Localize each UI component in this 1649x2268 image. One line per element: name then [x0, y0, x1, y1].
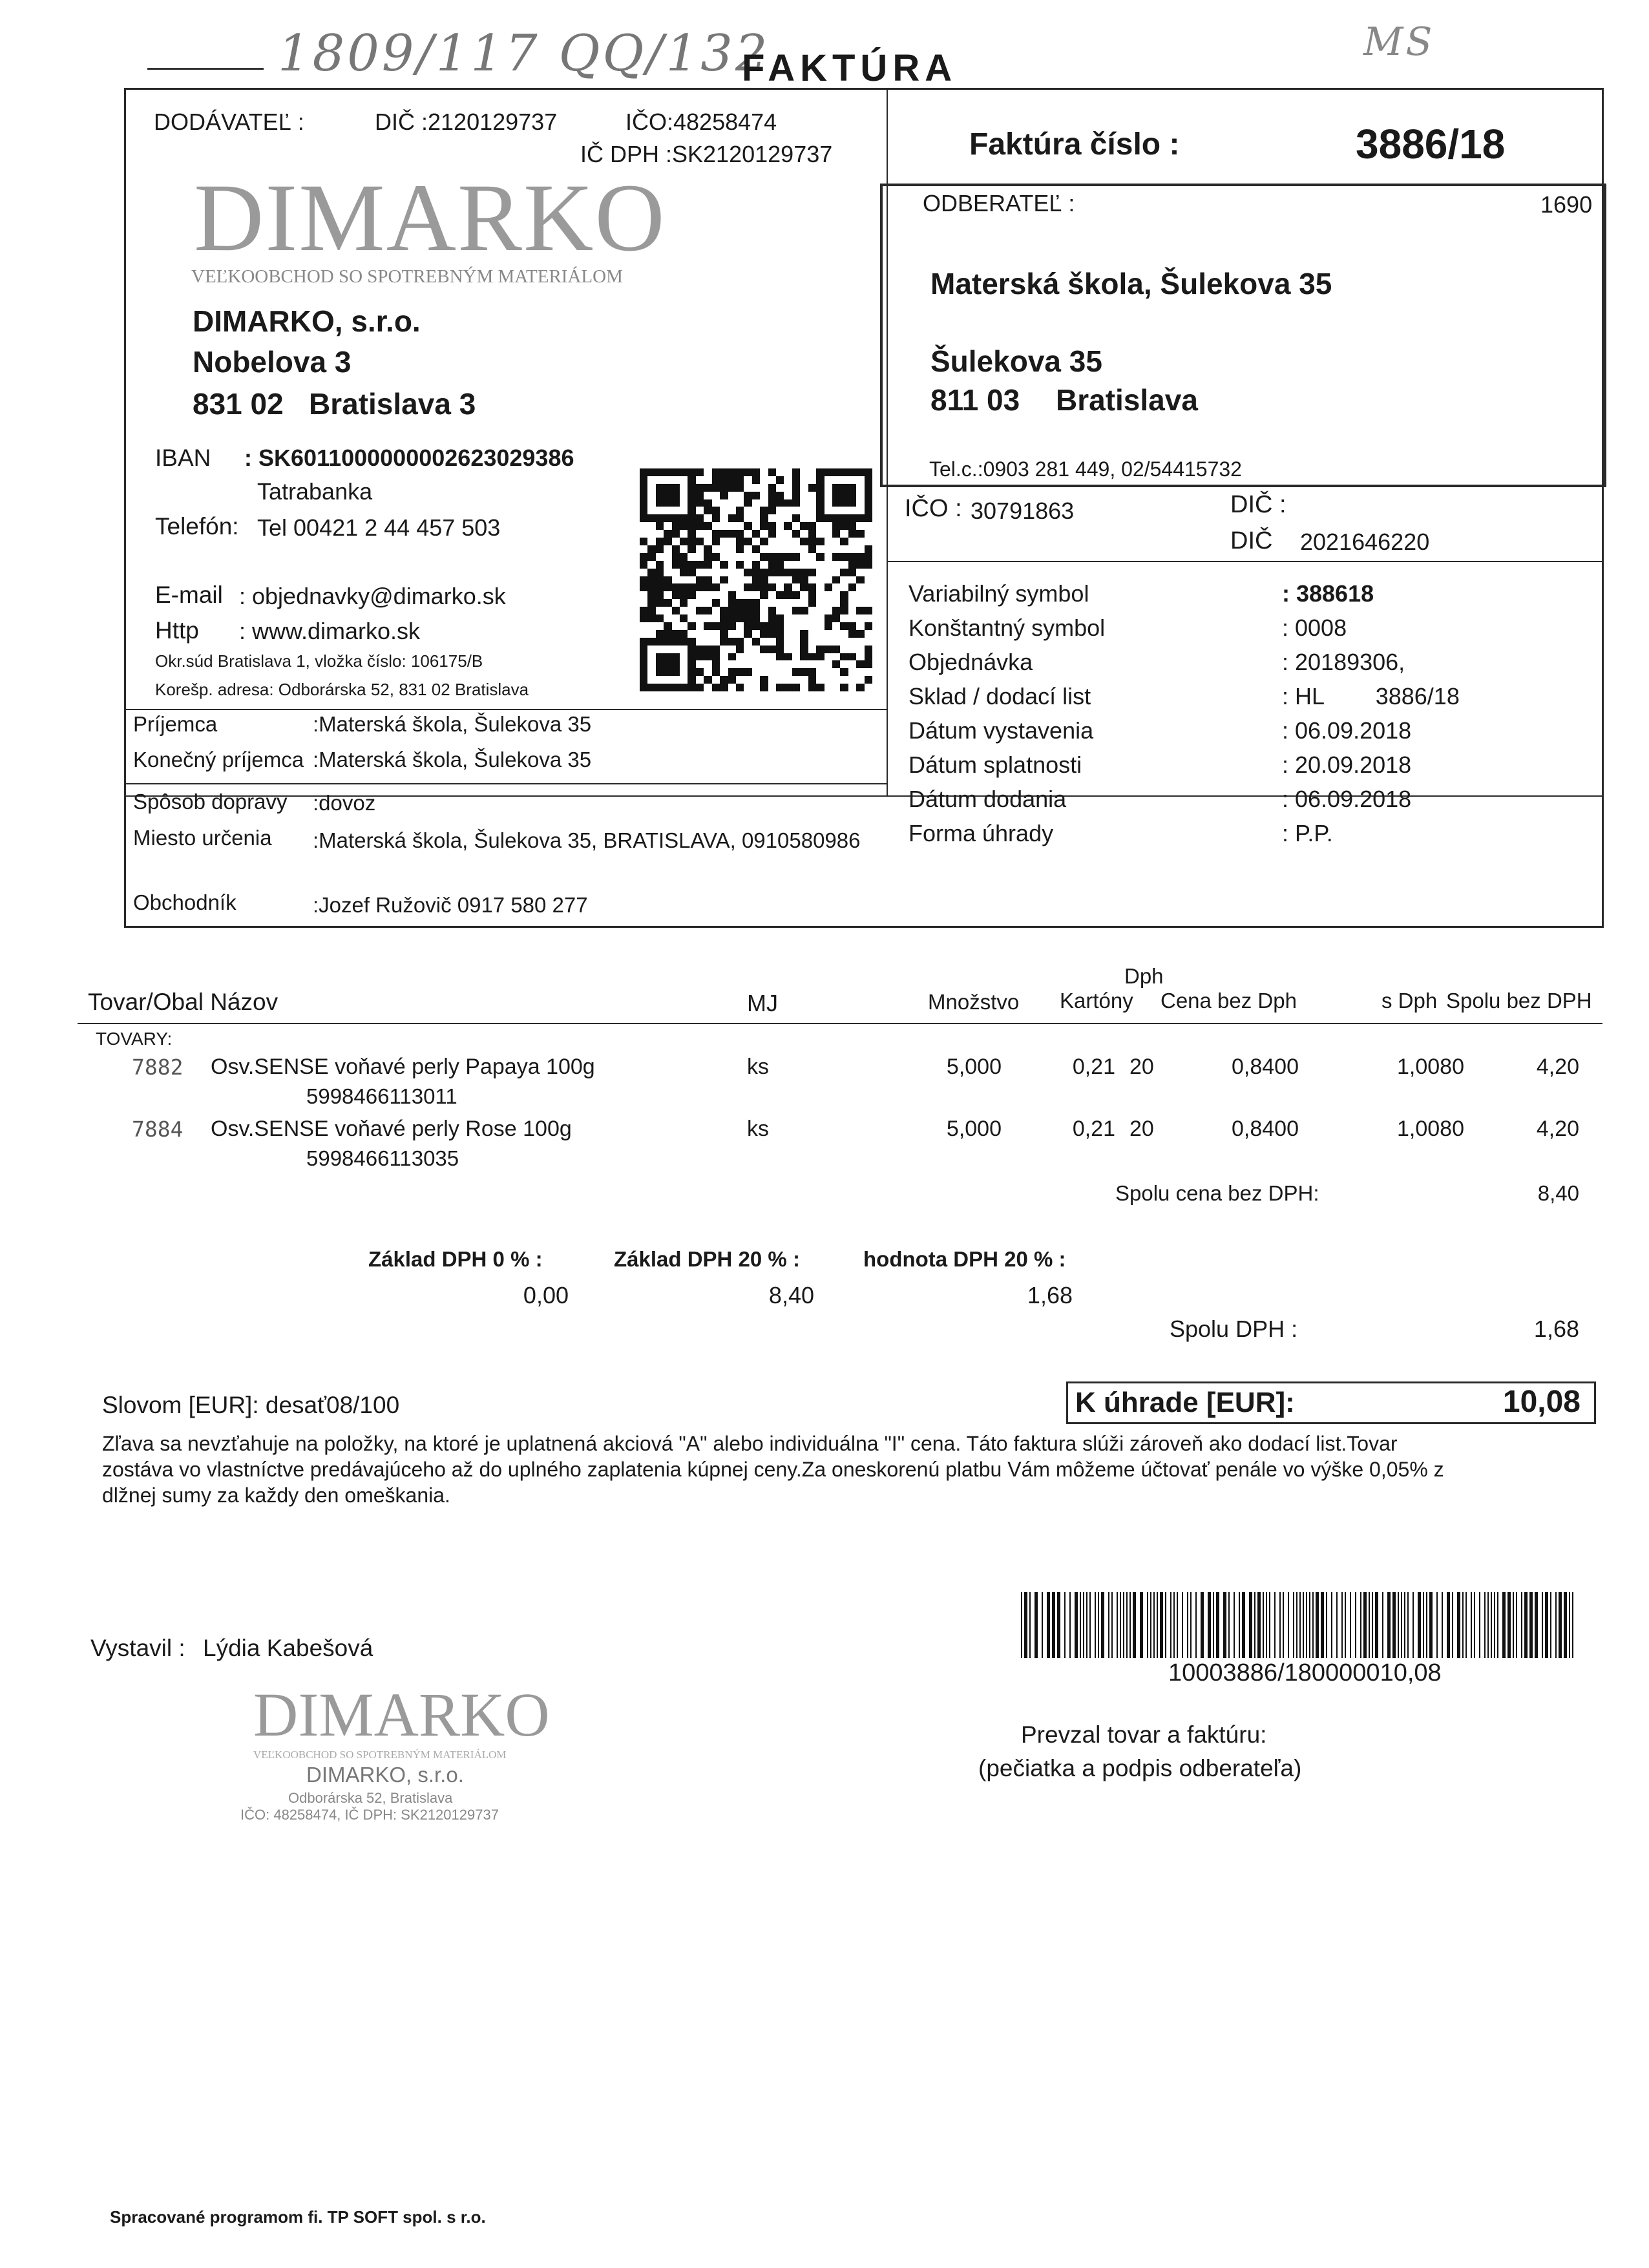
correspondence-address: Korešp. adresa: Odborárska 52, 831 02 Bratislava [155, 680, 529, 699]
item-name: Osv.SENSE voňavé perly Rose 100g [211, 1117, 572, 1141]
received-hint: (pečiatka a podpis odberateľa) [978, 1755, 1302, 1781]
destination-label: Miesto určenia [133, 826, 272, 850]
subtotal-value: 8,40 [1537, 1181, 1579, 1205]
customer-city: Bratislava [1056, 383, 1198, 417]
barcode [1021, 1592, 1583, 1658]
software-footer: Spracované programom fi. TP SOFT spol. s r.o. [110, 2207, 486, 2227]
detail-label: Variabilný symbol [909, 580, 1089, 607]
iban-value: : SK6011000000002623029386 [244, 445, 574, 471]
customer-box [880, 184, 1606, 487]
bank-name: Tatrabanka [257, 478, 373, 505]
detail-value: : 0008 [1282, 614, 1347, 641]
table-header-rule [78, 1023, 1602, 1024]
item-price-vat: 1,0080 [1397, 1055, 1464, 1079]
customer-ico-value: 30791863 [971, 498, 1075, 524]
invoice-number-label: Faktúra číslo : [969, 127, 1180, 162]
supplier-city: Bratislava 3 [309, 387, 476, 421]
stamp-logo: DIMARKO [253, 1680, 550, 1749]
http-value[interactable]: : www.dimarko.sk [239, 618, 421, 644]
pen-stroke [147, 68, 264, 70]
supplier-ico: IČO:48258474 [625, 109, 777, 135]
detail-value: : 20189306, [1282, 649, 1405, 675]
supplier-logo-subtitle: VEĽKOOBCHOD SO SPOTREBNÝM MATERIÁLOM [191, 266, 623, 287]
item-dph: 20 [1129, 1055, 1154, 1079]
item-qty: 5,000 [946, 1055, 1002, 1079]
supplier-name: DIMARKO, s.r.o. [193, 304, 421, 338]
rule-delivery [124, 783, 887, 784]
col-qty: Množstvo [928, 990, 1020, 1014]
barcode-text: 10003886/180000010,08 [1168, 1659, 1442, 1686]
total-vat-value: 1,68 [1533, 1316, 1579, 1342]
customer-zip: 811 03 [930, 383, 1020, 417]
supplier-label: DODÁVATEĽ : [154, 109, 304, 135]
qr-code [640, 468, 872, 691]
phone-label: Telefón: [155, 513, 239, 540]
item-ean: 5998466113035 [306, 1146, 459, 1170]
item-total: 4,20 [1536, 1055, 1579, 1079]
iban-label: IBAN [155, 445, 211, 471]
item-name: Osv.SENSE voňavé perly Papaya 100g [211, 1055, 595, 1079]
supplier-logo: DIMARKO [194, 164, 666, 271]
col-price-vat: s Dph [1381, 989, 1438, 1013]
col-cartons: Kartóny [1060, 989, 1133, 1013]
col-total: Spolu bez DPH [1446, 989, 1592, 1013]
subtotal-label: Spolu cena bez DPH: [1115, 1181, 1319, 1205]
detail-value: : 388618 [1282, 580, 1374, 607]
item-mj: ks [747, 1055, 769, 1079]
to-pay-value: 10,08 [1502, 1385, 1581, 1419]
customer-dic-value: 2021646220 [1300, 529, 1430, 555]
phone-value: Tel 00421 2 44 457 503 [257, 514, 501, 541]
vat-base-0-label: Základ DPH 0 % : [368, 1247, 543, 1271]
email-value[interactable]: : objednavky@dimarko.sk [239, 583, 506, 609]
final-recipient-value: :Materská škola, Šulekova 35 [313, 748, 592, 772]
notice-line-1: Zľava sa nevzťahuje na položky, na ktoré je uplatnená akciová "A" alebo individuálna "I" cena. Táto faktura slúži zároveň ako dodací list.Tovar [102, 1432, 1398, 1455]
amount-in-words: Slovom [EUR]: desať08/100 [102, 1392, 400, 1418]
invoice-number-value: 3886/18 [1356, 121, 1506, 167]
stamp-address: Odborárska 52, Bratislava [288, 1790, 453, 1806]
received-label: Prevzal tovar a faktúru: [1021, 1721, 1267, 1748]
detail-label: Forma úhrady [909, 820, 1054, 846]
detail-label: Sklad / dodací list [909, 683, 1091, 709]
vat-amount-20-value: 1,68 [1027, 1282, 1073, 1308]
transport-value: :dovoz [313, 791, 376, 815]
col-name: Tovar/Obal Názov [88, 989, 278, 1015]
detail-label: Dátum splatnosti [909, 751, 1082, 778]
section-label: TOVARY: [96, 1029, 173, 1049]
item-price-vat: 1,0080 [1397, 1117, 1464, 1141]
issued-by-label: Vystavil : [90, 1635, 185, 1661]
item-total: 4,20 [1536, 1117, 1579, 1141]
recipient-label: Príjemca [133, 712, 218, 736]
http-label: Http [155, 617, 199, 644]
detail-value: : P.P. [1282, 820, 1333, 846]
supplier-street: Nobelova 3 [193, 345, 352, 379]
customer-street: Šulekova 35 [930, 344, 1102, 378]
transport-label: Spôsob dopravy [133, 790, 288, 814]
item-mj: ks [747, 1117, 769, 1141]
item-ean: 5998466113011 [306, 1084, 457, 1108]
customer-phone: Tel.c.:0903 281 449, 02/54415732 [929, 457, 1242, 481]
rule-details [887, 561, 1604, 562]
item-code: 7884 [132, 1117, 184, 1142]
item-price: 0,8400 [1232, 1117, 1299, 1141]
item-cartons: 0,21 [1072, 1055, 1115, 1079]
detail-value: : 20.09.2018 [1282, 751, 1412, 778]
supplier-dic: DIČ :2120129737 [375, 109, 558, 135]
item-price: 0,8400 [1232, 1055, 1299, 1079]
customer-ico-label: IČO : [905, 495, 962, 522]
detail-value: : 06.09.2018 [1282, 717, 1412, 744]
detail-label: Dátum dodania [909, 786, 1067, 812]
detail-value: : HL 3886/18 [1282, 683, 1460, 709]
vat-base-20-value: 8,40 [768, 1282, 814, 1308]
detail-label: Dátum vystavenia [909, 717, 1094, 744]
item-qty: 5,000 [946, 1117, 1002, 1141]
salesperson-label: Obchodník [133, 890, 236, 914]
stamp-ids: IČO: 48258474, IČ DPH: SK2120129737 [240, 1807, 499, 1823]
rule-recipient [124, 709, 887, 710]
destination-value: :Materská škola, Šulekova 35, BRATISLAVA, 0910580986 [313, 828, 861, 852]
supplier-ic-dph: IČ DPH :SK2120129737 [580, 141, 833, 167]
total-vat-label: Spolu DPH : [1170, 1316, 1298, 1342]
customer-dic-label-top: DIČ : [1230, 491, 1287, 518]
document-title: FAKTÚRA [742, 47, 958, 89]
to-pay-label: K úhrade [EUR]: [1075, 1387, 1295, 1418]
notice-line-3: dlžnej sumy za každy den omeškania. [102, 1484, 450, 1507]
item-cartons: 0,21 [1072, 1117, 1115, 1141]
email-label: E-mail [155, 582, 223, 608]
final-recipient-label: Konečný príjemca [133, 748, 304, 772]
col-mj: MJ [747, 990, 778, 1016]
item-code: 7882 [132, 1055, 184, 1080]
supplier-zip: 831 02 [193, 387, 284, 421]
detail-value: : 06.09.2018 [1282, 786, 1412, 812]
salesperson-value: :Jozef Ružovič 0917 580 277 [313, 893, 588, 917]
vat-amount-20-label: hodnota DPH 20 % : [863, 1247, 1066, 1271]
customer-id: 1690 [1540, 191, 1593, 218]
col-dph-top: Dph [1124, 964, 1164, 988]
detail-label: Konštantný symbol [909, 614, 1106, 641]
court-registration: Okr.súd Bratislava 1, vložka číslo: 106175/B [155, 651, 483, 671]
col-price: Cena bez Dph [1161, 989, 1297, 1013]
handwritten-code: 1809/117 QQ/132 [278, 25, 770, 83]
issued-by-name: Lýdia Kabešová [203, 1635, 373, 1661]
stamp-company: DIMARKO, s.r.o. [306, 1763, 464, 1787]
stamp-subtitle: VEĽKOOBCHOD SO SPOTREBNÝM MATERIÁLOM [253, 1748, 507, 1761]
customer-label: ODBERATEĽ : [923, 190, 1075, 216]
notice-line-2: zostáva vo vlastníctve predávajúceho až do uplného zaplatenia kúpnej ceny.Za oneskorenú platbu Vám môžeme účtovať penále vo výške 0,05% z [102, 1458, 1444, 1481]
handwritten-initials: MS [1363, 19, 1435, 65]
detail-label: Objednávka [909, 649, 1033, 675]
customer-name: Materská škola, Šulekova 35 [930, 267, 1332, 300]
vat-base-0-value: 0,00 [523, 1282, 569, 1308]
recipient-value: :Materská škola, Šulekova 35 [313, 712, 592, 736]
vat-base-20-label: Základ DPH 20 % : [614, 1247, 800, 1271]
item-dph: 20 [1129, 1117, 1154, 1141]
customer-dic-label: DIČ [1230, 527, 1273, 554]
